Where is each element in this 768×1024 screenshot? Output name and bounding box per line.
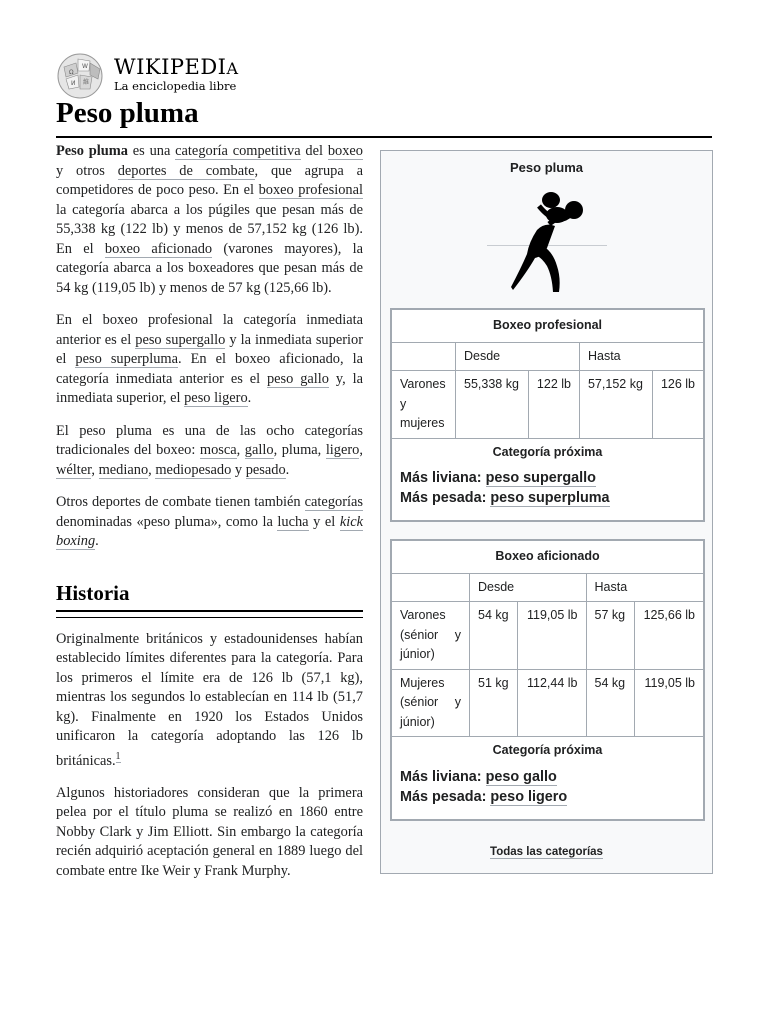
- boxing-pictogram-icon[interactable]: [487, 186, 607, 296]
- am-desde-header: Desde: [470, 573, 587, 602]
- am-row2-hasta-kg: 54 kg: [586, 669, 634, 737]
- link-pro-heavier[interactable]: peso superpluma: [490, 490, 610, 506]
- link-lucha[interactable]: lucha: [277, 513, 309, 530]
- pro-desde-lb: 122 lb: [528, 371, 579, 439]
- link-mediopesado[interactable]: mediopesado: [155, 461, 232, 478]
- link-pesado[interactable]: pesado: [245, 461, 286, 478]
- historia-paragraph-2: Algunos historiadores consideran que la primera pelea por el título pluma se realizó en 1860 entre Nobby Clark y Jim Elliott. Sin embargo la categoría recién adquirió aceptación general en 1889 luego del combate entre Ike Weir y Frank Murphy.: [56, 784, 363, 879]
- link-pro-lighter[interactable]: peso supergallo: [485, 470, 596, 486]
- pro-next-category: [392, 438, 704, 521]
- am-hasta-header: Hasta: [586, 573, 703, 602]
- table-row: [392, 669, 704, 737]
- table-row: [392, 371, 704, 439]
- am-row2-desde-kg: 51 kg: [470, 669, 518, 737]
- pro-hasta-lb: 126 lb: [652, 371, 704, 439]
- pro-heavier-line: Más pesada: peso superpluma: [400, 490, 610, 506]
- link-boxeo-aficionado[interactable]: boxeo aficionado: [104, 240, 213, 257]
- section-heading-historia: Historia: [56, 580, 130, 605]
- am-row1-hasta-lb: 125,66 lb: [634, 602, 703, 670]
- am-row1-label: Varones (sénior y júnior): [392, 602, 470, 670]
- pro-desde-kg: 55,338 kg: [456, 371, 529, 439]
- am-next-category: [392, 737, 704, 820]
- wordmark-last-letter: A: [226, 59, 239, 78]
- link-peso-superpluma[interactable]: peso superpluma: [75, 351, 178, 367]
- am-heading: Boxeo aficionado: [392, 541, 704, 574]
- link-kick-boxing[interactable]: kick boxing: [56, 513, 363, 549]
- link-todas-las-categorias[interactable]: Todas las categorías: [490, 846, 603, 858]
- am-row2-label: Mujeres (sénior y júnior): [392, 669, 470, 737]
- title-divider: [56, 136, 712, 138]
- am-row2-hasta-lb: 119,05 lb: [634, 669, 703, 737]
- link-peso-ligero[interactable]: peso ligero: [184, 390, 248, 406]
- boxeo-profesional-table: [390, 308, 705, 522]
- link-am-heavier[interactable]: peso ligero: [490, 788, 568, 805]
- am-heavier-line: Más pesada: peso ligero: [400, 788, 568, 805]
- reference-1[interactable]: 1: [115, 750, 121, 762]
- pro-desde-header: Desde: [456, 342, 580, 371]
- link-mediano[interactable]: mediano: [98, 461, 149, 478]
- link-ligero[interactable]: ligero: [325, 442, 360, 458]
- pro-hasta-kg: 57,152 kg: [579, 371, 652, 439]
- term-bold: Peso pluma: [56, 143, 128, 159]
- am-row2-desde-lb: 112,44 lb: [518, 669, 586, 737]
- pro-row-label: Varones y mujeres: [392, 371, 456, 439]
- link-gallo[interactable]: gallo: [244, 442, 274, 458]
- pro-next-heading: Categoría próxima: [492, 444, 603, 459]
- am-row1-hasta-kg: 57 kg: [586, 602, 634, 670]
- boxeo-aficionado-table: [390, 539, 705, 821]
- svg-text:W: W: [82, 63, 88, 70]
- link-categorias[interactable]: categorías: [304, 494, 363, 510]
- infobox-title: Peso pluma: [510, 160, 583, 175]
- link-boxeo-profesional[interactable]: boxeo profesional: [258, 182, 363, 198]
- svg-text:Ω: Ω: [69, 69, 74, 76]
- pro-lighter-line: Más liviana: peso supergallo: [400, 470, 596, 486]
- svg-text:И: И: [71, 80, 76, 87]
- link-categoria-competitiva[interactable]: categoría competitiva: [175, 143, 301, 159]
- intro-paragraph-4: Otros deportes de combate tienen también categorías denominadas «peso pluma», como la lucha y el kick boxing.: [56, 494, 363, 549]
- section-divider: [56, 610, 363, 618]
- wikipedia-wordmark[interactable]: [114, 55, 239, 79]
- intro-paragraph-2: En el boxeo profesional la categoría inmediata anterior es el peso supergallo y la inmediata superior el peso superpluma. En el boxeo aficionado, la categoría inmediata anterior es el peso gallo y, la inmediata superior, el peso ligero.: [56, 312, 364, 406]
- intro-paragraph-1: Peso pluma es una categoría competitiva del boxeo y otros deportes de combate, que agrupa a competidores de poco peso. En el boxeo profesional la categoría abarca a los púgiles que pesan más de 55,338 kg (122 lb) y menos de 57,152 kg (126 lb). En el boxeo aficionado (varones mayores), la categoría abarca a los boxeadores que pesan más de 54 kg (119,05 lb) y menos de 57 kg (125,66 lb).: [56, 143, 363, 296]
- link-deportes-de-combate[interactable]: deportes de combate: [117, 162, 255, 179]
- link-peso-supergallo[interactable]: peso supergallo: [135, 331, 226, 348]
- page-title: Peso pluma: [56, 97, 199, 129]
- link-peso-gallo[interactable]: peso gallo: [266, 370, 329, 387]
- svg-text:維: 維: [83, 79, 90, 86]
- intro-paragraph-3: El peso pluma es una de las ocho categorías tradicionales del boxeo: mosca, gallo, pluma, ligero, wélter, mediano, mediopesado y pesado.: [56, 422, 363, 478]
- pro-heading: Boxeo profesional: [392, 310, 704, 343]
- link-mosca[interactable]: mosca: [199, 442, 237, 458]
- link-boxeo[interactable]: boxeo: [327, 143, 363, 159]
- pro-hasta-header: Hasta: [579, 342, 703, 371]
- am-row1-desde-kg: 54 kg: [470, 602, 518, 670]
- historia-paragraph-1: Originalmente británicos y estadounidenses habían establecido límites diferentes para la categoría. Para los primeros el límite era de 126 lb (57,1 kg), mientras los segundos lo establecían en 114 lb (51,7 kg). Finalmente en 1920 los Estados Unidos unificaron la categoría adoptando las 126 lb británicas.$^1$: [56, 630, 363, 769]
- wikipedia-globe-logo[interactable]: [56, 53, 106, 99]
- infobox: [380, 150, 713, 874]
- article-body: [56, 142, 363, 894]
- am-lighter-line: Más liviana: peso gallo: [400, 768, 557, 785]
- table-row: [392, 602, 704, 670]
- am-next-heading: Categoría próxima: [492, 743, 603, 757]
- link-welter[interactable]: wélter: [56, 461, 92, 478]
- am-row1-desde-lb: 119,05 lb: [518, 602, 586, 670]
- wordmark-main: WIKIPEDI: [114, 55, 227, 79]
- all-categories-link-wrapper: [381, 846, 712, 858]
- tagline: La enciclopedia libre: [114, 79, 237, 93]
- link-am-lighter[interactable]: peso gallo: [485, 768, 557, 785]
